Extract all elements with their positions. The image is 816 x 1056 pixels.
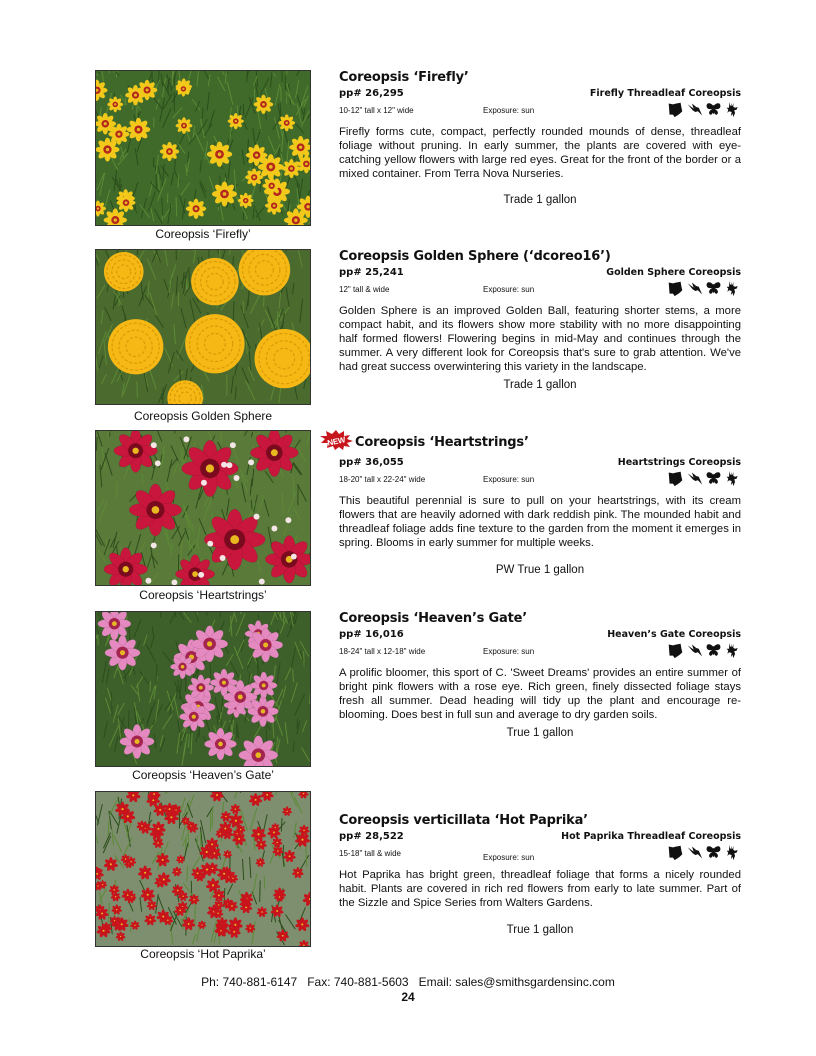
attribute-icons — [667, 280, 741, 297]
plant-title: Coreopsis verticillata ‘Hot Paprika’ — [339, 813, 588, 828]
deer-resistant-icon — [724, 280, 741, 297]
plant-info — [339, 611, 741, 739]
common-name: Heartstrings Coreopsis — [617, 457, 741, 468]
ohio-native-icon — [667, 642, 684, 659]
photo-caption: Coreopsis ‘Firefly’ — [155, 227, 251, 241]
page-number: 24 — [401, 990, 415, 1004]
deer-resistant-icon — [724, 642, 741, 659]
patent-number: pp# 36,055 — [339, 457, 404, 468]
hummingbird-icon — [686, 844, 703, 861]
new-badge — [319, 430, 353, 454]
butterfly-icon — [705, 470, 722, 487]
photo-caption: Coreopsis ‘Heaven’s Gate’ — [132, 768, 274, 782]
exposure: Exposure: sun — [483, 475, 535, 484]
patent-number: pp# 28,522 — [339, 831, 404, 842]
patent-number: pp# 16,016 — [339, 629, 404, 640]
butterfly-icon — [705, 101, 722, 118]
common-name: Golden Sphere Coreopsis — [606, 267, 741, 278]
new-badge-text: NEW — [326, 435, 347, 448]
container-size: Trade 1 gallon — [503, 379, 577, 391]
plant-info — [326, 430, 741, 576]
common-name: Heaven’s Gate Coreopsis — [607, 629, 741, 640]
ohio-native-icon — [667, 280, 684, 297]
photo-caption: Coreopsis Golden Sphere — [133, 409, 273, 423]
container-size: Trade 1 gallon — [503, 194, 577, 206]
plant-title: Coreopsis Golden Sphere (‘dcoreo16’) — [339, 249, 611, 264]
photo-caption: Coreopsis ‘Heartstrings’ — [139, 588, 267, 602]
plant-title: Coreopsis ‘Heartstrings’ — [355, 435, 529, 450]
attribute-icons — [667, 844, 741, 861]
deer-resistant-icon — [724, 101, 741, 118]
plant-photo — [95, 249, 311, 405]
plant-info — [339, 70, 741, 206]
plant-size: 18-20" tall x 22-24" wide — [339, 475, 426, 484]
exposure: Exposure: sun — [483, 647, 535, 656]
hummingbird-icon — [686, 642, 703, 659]
common-name: Hot Paprika Threadleaf Coreopsis — [561, 831, 741, 842]
hummingbird-icon — [686, 280, 703, 297]
plant-photo — [95, 70, 311, 226]
exposure: Exposure: sun — [483, 853, 535, 862]
hummingbird-icon — [686, 101, 703, 118]
plant-title-row — [319, 430, 741, 454]
deer-resistant-icon — [724, 844, 741, 861]
plant-info — [339, 813, 741, 936]
plant-description: Firefly forms cute, compact, perfectly rounded mounds of dense, threadleaf foliage without pruning. In early summer, the plants are covered with eye-catching yellow flowers with large red eyes. Great for the front of the border or a mixed container. From Terra Nova Nurseries. — [339, 126, 741, 180]
plant-description: Golden Sphere is an improved Golden Ball, featuring shorter stems, a more compact habit, and its flowers show more stability with no more disappointing half formed flowers! Flowering begins in mid-May and continues through the summer. A very different look for Coreopsis that's sure to grab attention. We've had great success overwintering this variety in the landscape. — [339, 305, 741, 373]
butterfly-icon — [705, 642, 722, 659]
plant-size: 12" tall & wide — [339, 285, 390, 294]
patent-number: pp# 26,295 — [339, 88, 404, 99]
common-name: Firefly Threadleaf Coreopsis — [589, 88, 741, 99]
plant-info — [339, 249, 741, 391]
plant-description: Hot Paprika has bright green, threadleaf foliage that forms a nicely rounded habit. Plants are covered in rich red flowers from early to late summer. Part of the Sizzle and Spice Series from Walters Gardens. — [339, 869, 741, 909]
plant-title: Coreopsis ‘Firefly’ — [339, 70, 469, 85]
plant-title: Coreopsis ‘Heaven’s Gate’ — [339, 611, 527, 626]
patent-number: pp# 25,241 — [339, 267, 404, 278]
attribute-icons — [667, 642, 741, 659]
exposure: Exposure: sun — [483, 285, 535, 294]
plant-size: 18-24" tall x 12-18" wide — [339, 647, 426, 656]
container-size: PW True 1 gallon — [495, 564, 585, 576]
ohio-native-icon — [667, 101, 684, 118]
plant-size: 10-12" tall x 12" wide — [339, 106, 414, 115]
container-size: True 1 gallon — [506, 727, 574, 739]
ohio-native-icon — [667, 470, 684, 487]
container-size: True 1 gallon — [506, 924, 574, 936]
plant-photo — [95, 791, 311, 947]
attribute-icons — [667, 470, 741, 487]
plant-description: This beautiful perennial is sure to pull on your heartstrings, with its cream flowers that are heavily adorned with dark reddish pink. The mounded habit and threadleaf foliage adds fine texture to the garden from the moment it emerges in spring. Blooms in early summer for multiple weeks. — [339, 495, 741, 549]
plant-size: 15-18" tall & wide — [339, 849, 401, 858]
photo-caption: Coreopsis ‘Hot Paprika’ — [140, 947, 266, 961]
exposure: Exposure: sun — [483, 106, 535, 115]
plant-photo — [95, 430, 311, 586]
attribute-icons — [667, 101, 741, 118]
hummingbird-icon — [686, 470, 703, 487]
butterfly-icon — [705, 844, 722, 861]
ohio-native-icon — [667, 844, 684, 861]
plant-photo — [95, 611, 311, 767]
contact-footer: Ph: 740-881-6147 Fax: 740-881-5603 Email: sales@smithsgardensinc.com — [201, 975, 615, 989]
butterfly-icon — [705, 280, 722, 297]
deer-resistant-icon — [724, 470, 741, 487]
plant-description: A prolific bloomer, this sport of C. 'Sweet Dreams' provides an entire summer of bright pink flowers with a rose eye. Rich green, finely dissected foliage stays fresh all summer. Dead heading will tidy up the plant and encourage re-blooming. Does best in full sun and average to dry garden soils. — [339, 667, 741, 721]
